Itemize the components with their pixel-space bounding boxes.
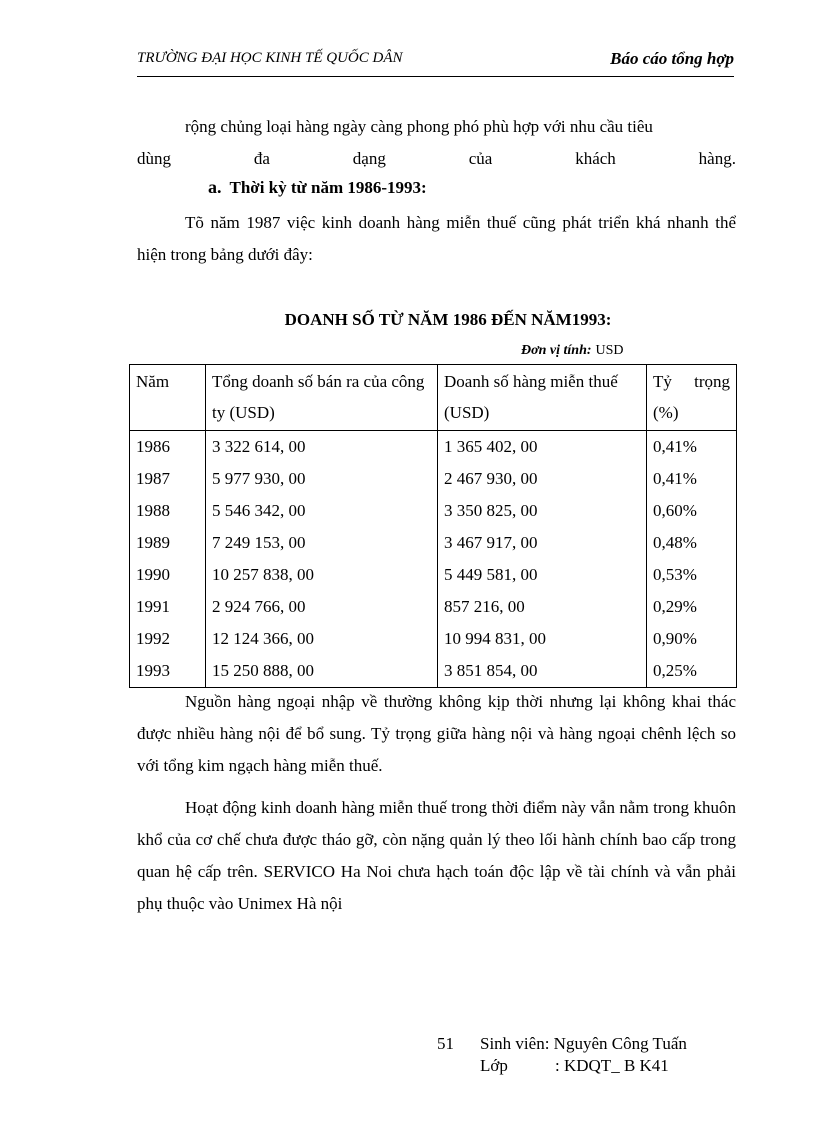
cell-year: 1990 (130, 559, 206, 591)
intro-word: đa (253, 149, 270, 168)
table-row (130, 559, 737, 591)
cell-dutyfree: 1 365 402, 00 (438, 431, 647, 464)
cell-ratio: 0,60% (647, 495, 737, 527)
header-total-revenue: Tổng doanh số bán ra của công ty (USD) (206, 365, 438, 431)
cell-total: 7 249 153, 00 (206, 527, 438, 559)
paragraph-3: Hoạt động kinh doanh hàng miễn thuế trong thời điểm này vẫn nằm trong khuôn khổ của cơ chế chưa được tháo gỡ, còn nặng quản lý theo lối hành chính bao cấp trong quan hệ cấp trên. SERVICO Ha Noi chưa hạch toán độc lập về tài chính và vẫn phải phụ thuộc vào Unimex Hà nội (137, 798, 736, 913)
cell-ratio: 0,48% (647, 527, 737, 559)
intro-word: dạng (352, 149, 386, 168)
intro-word: dùng (137, 149, 171, 168)
header-ratio-unit: (%) (653, 403, 679, 422)
intro-word: khách (575, 149, 616, 168)
intro-word: của (468, 149, 493, 168)
header-ratio (647, 365, 737, 431)
unit-value: USD (595, 343, 624, 358)
cell-dutyfree: 2 467 930, 00 (438, 463, 647, 495)
cell-ratio: 0,41% (647, 431, 737, 464)
paragraph-1: Tõ năm 1987 việc kinh doanh hàng miễn thuế cũng phát triển khá nhanh thể hiện trong bảng dưới đây: (137, 213, 736, 264)
cell-dutyfree: 3 350 825, 00 (438, 495, 647, 527)
header-ratio-word1: Tỷ (653, 372, 672, 391)
section-title: Thời kỳ từ năm 1986-1993: (229, 178, 427, 197)
unit-label: Đơn vị tính: (521, 343, 592, 358)
revenue-table (129, 364, 737, 688)
table-header-row (130, 365, 737, 431)
header-school-name: TRƯỜNG ĐẠI HỌC KINH TẾ QUỐC DÂN (137, 50, 403, 66)
intro-word: hàng. (698, 149, 736, 168)
paragraph-2: Nguồn hàng ngoại nhập về thường không kịp thời nhưng lại không khai thác được nhiều hàng nội để bổ sung. Tỷ trọng giữa hàng nội và hàng ngoại chênh lệch so với tổng kim ngạch hàng miễn thuế. (137, 692, 736, 775)
cell-ratio: 0,41% (647, 463, 737, 495)
cell-year: 1987 (130, 463, 206, 495)
cell-dutyfree: 3 851 854, 00 (438, 655, 647, 688)
table-row (130, 623, 737, 655)
cell-year: 1991 (130, 591, 206, 623)
cell-total: 12 124 366, 00 (206, 623, 438, 655)
intro-paragraph (137, 111, 736, 175)
class-value: : KDQT_ B K41 (555, 1056, 669, 1075)
cell-dutyfree: 3 467 917, 00 (438, 527, 647, 559)
cell-year: 1988 (130, 495, 206, 527)
header-dutyfree-revenue: Doanh số hàng miễn thuế (USD) (438, 365, 647, 431)
table-row (130, 431, 737, 464)
table-row (130, 655, 737, 688)
table-row (130, 591, 737, 623)
cell-total: 15 250 888, 00 (206, 655, 438, 688)
header-year: Năm (130, 365, 206, 431)
page-number: 51 (437, 1034, 454, 1053)
cell-year: 1986 (130, 431, 206, 464)
cell-year: 1993 (130, 655, 206, 688)
table-row (130, 495, 737, 527)
header-ratio-word2: trọng (694, 372, 730, 391)
class-label: Lớp (480, 1056, 508, 1075)
student-name: Nguyên Công Tuấn (553, 1034, 687, 1053)
section-heading (208, 177, 427, 198)
cell-ratio: 0,53% (647, 559, 737, 591)
table-unit (521, 343, 624, 359)
cell-total: 2 924 766, 00 (206, 591, 438, 623)
page-header (137, 50, 734, 77)
cell-dutyfree: 5 449 581, 00 (438, 559, 647, 591)
cell-dutyfree: 857 216, 00 (438, 591, 647, 623)
cell-ratio: 0,25% (647, 655, 737, 688)
table-row (130, 527, 737, 559)
header-report-title: Báo cáo tổng hợp (610, 49, 734, 68)
cell-total: 5 977 930, 00 (206, 463, 438, 495)
intro-line-2 (137, 143, 736, 175)
cell-total: 10 257 838, 00 (206, 559, 438, 591)
cell-year: 1989 (130, 527, 206, 559)
student-label: Sinh viên: (480, 1034, 550, 1053)
cell-dutyfree: 10 994 831, 00 (438, 623, 647, 655)
cell-ratio: 0,90% (647, 623, 737, 655)
footer-info (480, 1033, 687, 1077)
section-marker: a. (208, 177, 222, 197)
table-row (130, 463, 737, 495)
intro-line-1: rộng chủng loại hàng ngày càng phong phó phù hợp với nhu cầu tiêu (185, 117, 653, 136)
table-title: DOANH SỐ TỪ NĂM 1986 ĐẾN NĂM1993: (284, 310, 612, 329)
cell-total: 5 546 342, 00 (206, 495, 438, 527)
cell-year: 1992 (130, 623, 206, 655)
cell-total: 3 322 614, 00 (206, 431, 438, 464)
cell-ratio: 0,29% (647, 591, 737, 623)
